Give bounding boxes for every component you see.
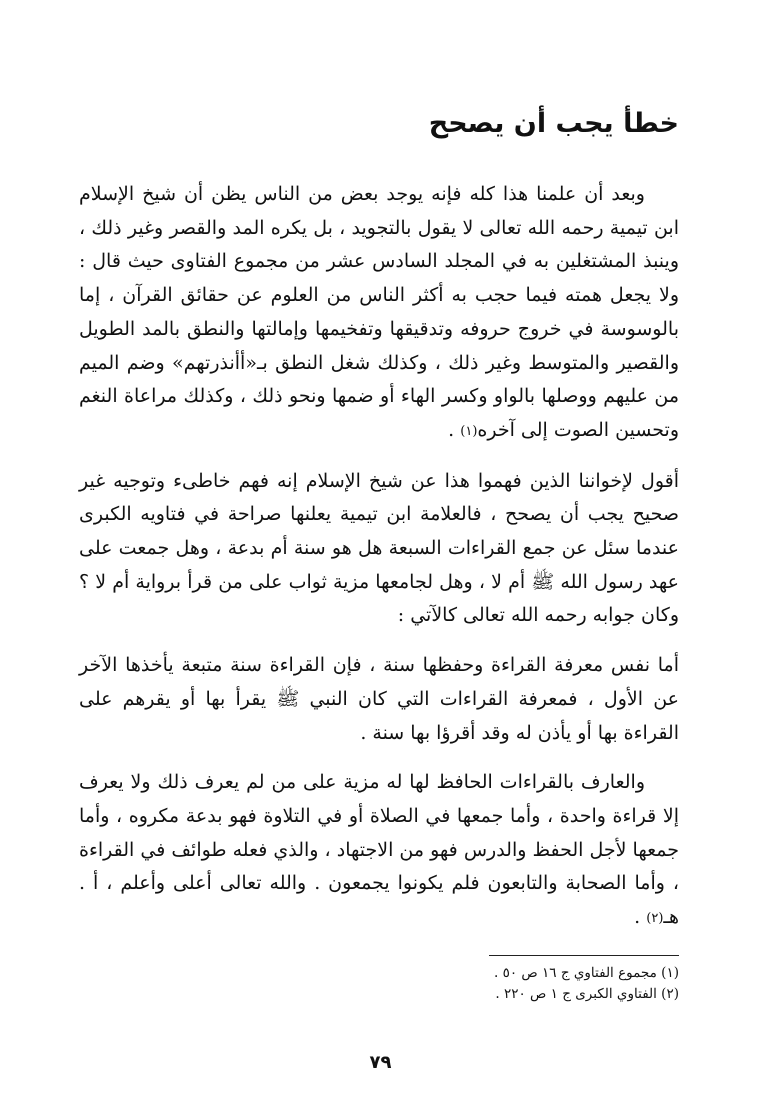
paragraph-3-text: أما نفس معرفة القراءة وحفظها سنة ، فإن القراءة سنة متبعة يأخذها الآخر عن الأول ، فمعرفة القراءات التي كان النبي ﷺ يقرأ بها أو يقرهم على القراءة بها أو يأذن له وقد أقرؤا بها سنة . bbox=[79, 654, 679, 744]
footnotes bbox=[79, 963, 679, 1005]
paragraph-1-tail: . bbox=[448, 418, 461, 441]
page-number: ٧٩ bbox=[369, 1052, 392, 1073]
paragraph-2 bbox=[79, 465, 679, 634]
paragraph-2-text: أقول لإخواننا الذين فهموا هذا عن شيخ الإسلام إنه فهم خاطىء وتوجيه غير صحيح يجب أن يصحح ، فالعلامة ابن تيمية يعلنها صراحة في فتاويه الكبرى عندما سئل عن جمع القراءات السبعة هل هو سنة أم بدعة ، وهل جمعت على عهد رسول الله ﷺ أم لا ، وهل لجامعها مزية ثواب على من قرأ برواية أم لا ؟ وكان جوابه رحمه الله تعالى كالآتي : bbox=[79, 469, 679, 627]
footnote-divider bbox=[489, 955, 679, 956]
paragraph-4-text: والعارف بالقراءات الحافظ لها له مزية على من لم يعرف ذلك ولا يعرف إلا قراءة واحدة ، وأما جمعها في الصلاة أو في التلاوة فهو بدعة مكروه ، وأما جمعها لأجل الحفظ والدرس فهو من الاجتهاد ، والذي فعله طوائف في القراءة ، وأما الصحابة والتابعون فلم يكونوا يجمعون . والله تعالى أعلى وأعلم ، أ . هـ bbox=[79, 771, 679, 929]
paragraph-3 bbox=[79, 649, 679, 750]
paragraph-4 bbox=[79, 766, 679, 936]
footnote-2: (٢) الفتاوي الكبرى ج ١ ص ٢٢٠ . bbox=[495, 986, 679, 1002]
page-title: خطأ يجب أن يصحح bbox=[428, 108, 679, 139]
paragraph-1-text: وبعد أن علمنا هذا كله فإنه يوجد بعض من الناس يظن أن شيخ الإسلام ابن تيمية رحمه الله تعالى لا يقول بالتجويد ، بل يكره المد والقصر وغير ذلك ، وينبذ المشتغلين به في المجلد السادس عشر من مجموع الفتاوى حيث قال : ولا يجعل همته فيما حجب به أكثر الناس من العلوم عن حقائق القرآن ، إما بالوسوسة في خروج حروفه وتدقيقها وتفخيمها وإمالتها والنطق بالمد الطويل والقصير والمتوسط وغير ذلك ، وكذلك شغل النطق بـ«أأنذرتهم» وضم الميم من عليهم ووصلها بالواو وكسر الهاء أو ضمها ونحو ذلك ، وكذلك مراعاة النغم وتحسين الصوت إلى آخره bbox=[79, 183, 679, 441]
footnote-ref-1: (١) bbox=[460, 423, 478, 439]
paragraph-1 bbox=[79, 178, 679, 449]
footnote-ref-2: (٢) bbox=[646, 911, 664, 927]
main-text bbox=[79, 178, 679, 936]
footnote-1: (١) مجموع الفتاوي ج ١٦ ص ٥٠ . bbox=[494, 965, 679, 981]
paragraph-4-tail: . bbox=[634, 906, 647, 929]
